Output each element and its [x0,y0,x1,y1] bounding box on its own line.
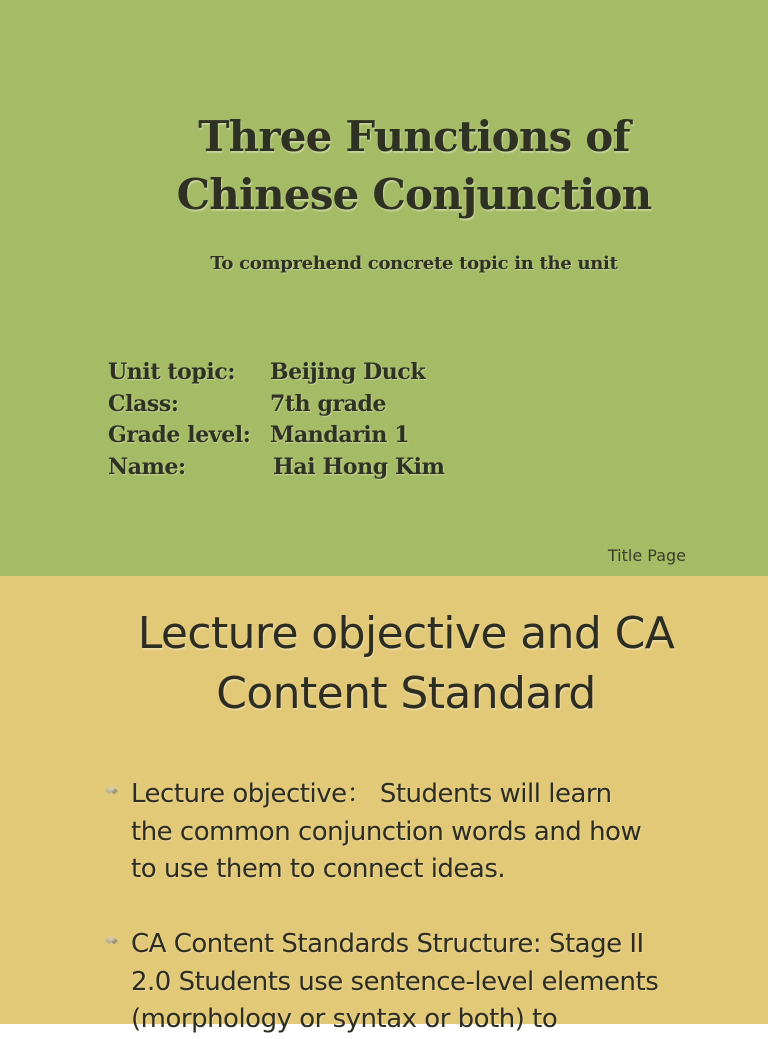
slide-title [96,604,716,724]
slide-title-line1: Lecture objective and CA [137,608,675,659]
info-label: Grade level: [108,422,251,448]
objective-slide [0,576,768,1034]
slide-title-line2: Chinese Conjunction [176,170,652,219]
bullet-text [131,926,691,1039]
slide-title-line2: Content Standard [216,668,596,719]
bullet-line: Lecture objective： Students will learn [131,779,612,809]
slide-subtitle: To comprehend concrete topic in the unit [210,253,618,274]
bullet-line: (morphology or syntax or both) to [131,1004,558,1034]
info-label: Unit topic: [108,359,236,385]
info-value: Hai Hong Kim [273,453,445,480]
page-label: Title Page [607,546,686,565]
info-value: Beijing Duck [270,359,426,385]
info-label: Name: [108,453,186,480]
slide-title-line1: Three Functions of [198,112,630,161]
bullet-line: 2.0 Students use sentence-level elements [131,966,659,997]
bullet-line: to use them to connect ideas. [131,854,506,884]
info-value: Mandarin 1 [270,422,410,448]
info-label: Class: [108,390,179,417]
bullet-text [131,776,691,889]
diamond-bullet-icon [100,784,120,798]
diamond-bullet-icon [100,934,120,948]
bullet-line: CA Content Standards Structure: Stage II [131,929,644,959]
info-value: 7th grade [270,390,387,417]
slide-title [0,108,768,224]
bullet-line: the common conjunction words and how [131,816,642,847]
